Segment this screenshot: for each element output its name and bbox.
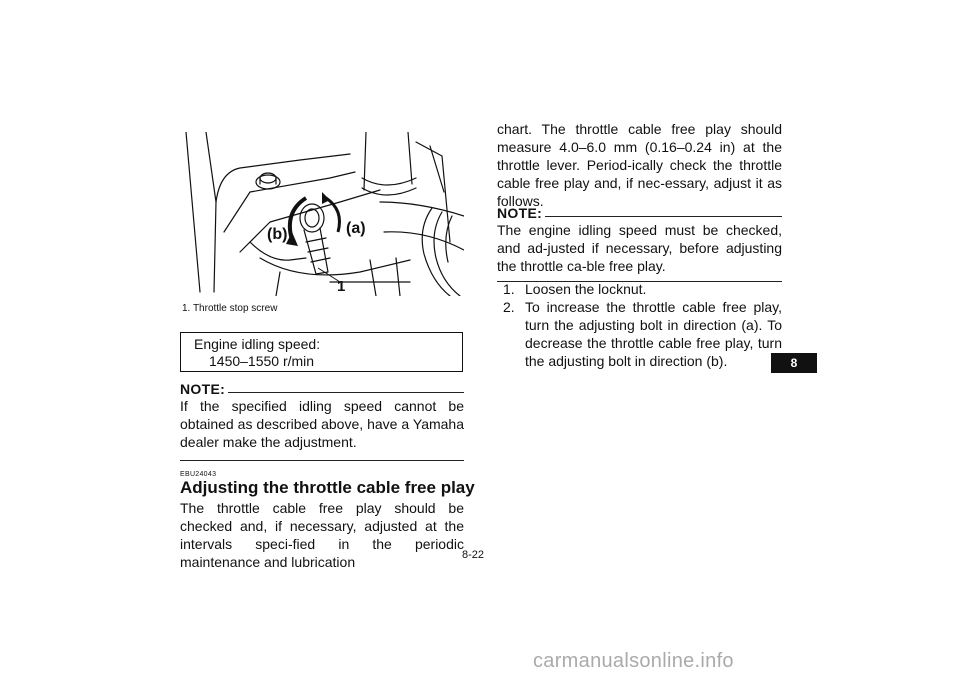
figure-caption: 1. Throttle stop screw: [182, 303, 278, 314]
note-end-rule: [180, 460, 464, 461]
intro-right-text: chart. The throttle cable free play should measure 4.0–6.0 mm (0.16–0.24 in) at the throttle lever. Period-ically check the throttle cable free play and, if nec-essary, adjust it as follows.: [497, 121, 782, 209]
direction-b-label: (b): [267, 226, 288, 243]
note-heading: NOTE:: [180, 381, 226, 397]
note-right: [497, 205, 782, 282]
callout-1-label: 1: [337, 278, 346, 295]
engine-line-drawing: [180, 132, 464, 296]
step-text: Loosen the locknut.: [525, 281, 647, 297]
throttle-stop-screw-illustration: [180, 132, 464, 296]
direction-a-label: (a): [346, 220, 366, 237]
intro-left-text: The throttle cable free play should be checked and, if necessary, adjusted at the intervals speci-fied in the periodic maintenance and lubrication: [180, 500, 464, 570]
step-text: To increase the throttle cable free play, turn the adjusting bolt in direction (a). To decrease the throttle cable free play, turn the adjusting bolt in direction (b).: [525, 299, 782, 369]
note-heading: NOTE:: [497, 205, 543, 221]
step-number: 1.: [503, 281, 515, 297]
list-item: [503, 298, 782, 370]
note-left: [180, 381, 464, 461]
note-rule: [228, 392, 464, 393]
spec-label: Engine idling speed:: [194, 336, 321, 352]
page-number: 8-22: [462, 549, 485, 561]
spec-value: 1450–1550 r/min: [209, 353, 315, 369]
spec-box: [180, 332, 463, 372]
step-number: 2.: [503, 299, 515, 315]
section-title: Adjusting the throttle cable free play: [180, 478, 475, 497]
chapter-tab: 8: [771, 353, 817, 373]
note-text: If the specified idling speed cannot be obtained as described above, have a Yamaha dealer make the adjustment.: [180, 398, 464, 450]
note-text: The engine idling speed must be checked, and ad-justed if necessary, before adjusting the throttle ca-ble free play.: [497, 222, 782, 274]
list-item: [503, 280, 782, 298]
section-code: EBU24043: [180, 471, 217, 478]
note-rule: [545, 216, 782, 217]
watermark: carmanualsonline.info: [533, 650, 734, 672]
